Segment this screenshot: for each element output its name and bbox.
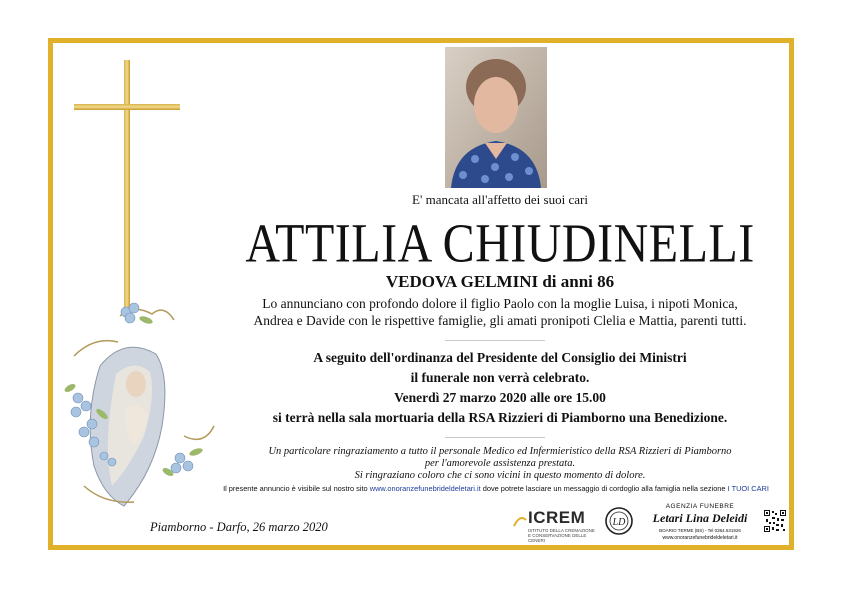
divider	[445, 437, 545, 438]
announcement	[200, 295, 800, 329]
agency-address: BOARIO TERME (BS) - Tel 0364.531926	[659, 528, 741, 533]
thanks-line: Un particolare ringraziamento a tutto il personale Medico ed Infermieristico della RSA Rizzieri di Piamborno	[268, 446, 732, 457]
notice-line: A seguito dell'ordinanza del Presidente del Consiglio dei Ministri	[313, 350, 687, 365]
agency-label: AGENZIA FUNEBRE	[665, 503, 735, 510]
icrem-tagline: ISTITUTO DELLA CREMAZIONE E CONSERVAZIONE DELLE CENERI	[528, 528, 595, 543]
online-notice-text: dove potrete lasciare un messaggio di cordoglio alla famiglia nella sezione	[480, 484, 728, 493]
deceased-subtitle: VEDOVA GELMINI di anni 86	[385, 272, 615, 291]
agency-block	[640, 503, 760, 541]
notice-line: il funerale non verrà celebrato.	[410, 370, 590, 385]
agency-site: www.onoranzefunebrideldeletari.it	[662, 535, 738, 541]
place-date: Piamborno - Darfo, 26 marzo 2020	[150, 520, 328, 534]
thanks-text	[200, 446, 800, 482]
icrem-logo	[512, 512, 528, 528]
qr-code-icon[interactable]	[764, 510, 786, 532]
thanks-line: per l'amorevole assistenza prestata.	[424, 458, 576, 469]
notice-line: si terrà nella sala mortuaria della RSA Rizzieri di Piamborno una Benedizione.	[272, 410, 728, 425]
announcement-line: Lo annunciano con profondo dolore il figlio Paolo con la moglie Luisa, i nipoti Monica,	[262, 296, 738, 311]
intro-text: E' mancata all'affetto dei suoi cari	[412, 192, 588, 207]
divider	[445, 340, 545, 341]
icrem-name: ICREM	[528, 508, 586, 527]
portrait-photo	[445, 47, 547, 188]
cross-icon-bar	[74, 104, 180, 110]
online-notice-text: Il presente annuncio è visibile sul nostro sito	[223, 484, 370, 493]
online-notice	[216, 484, 776, 493]
notice-line: Venerdì 27 marzo 2020 alle ore 15.00	[394, 390, 606, 405]
funeral-notice	[200, 348, 800, 428]
deceased-name: ATTILIA CHIUDINELLI	[245, 213, 755, 275]
cross-icon	[124, 60, 130, 308]
thanks-line: Si ringraziano coloro che ci sono vicini in questo momento di dolore.	[354, 470, 646, 481]
agency-seal-icon	[604, 506, 634, 536]
website-link[interactable]: www.onoranzefunebrideldeletari.it	[369, 484, 481, 493]
announcement-line: Andrea e Davide con le rispettive famiglie, gli amati pronipoti Clelia e Mattia, parenti tutti.	[253, 313, 747, 328]
section-link[interactable]: I TUOI CARI	[727, 484, 769, 493]
svg-text:LD: LD	[612, 517, 626, 528]
agency-name: Letari Lina Deleidi	[652, 511, 748, 525]
